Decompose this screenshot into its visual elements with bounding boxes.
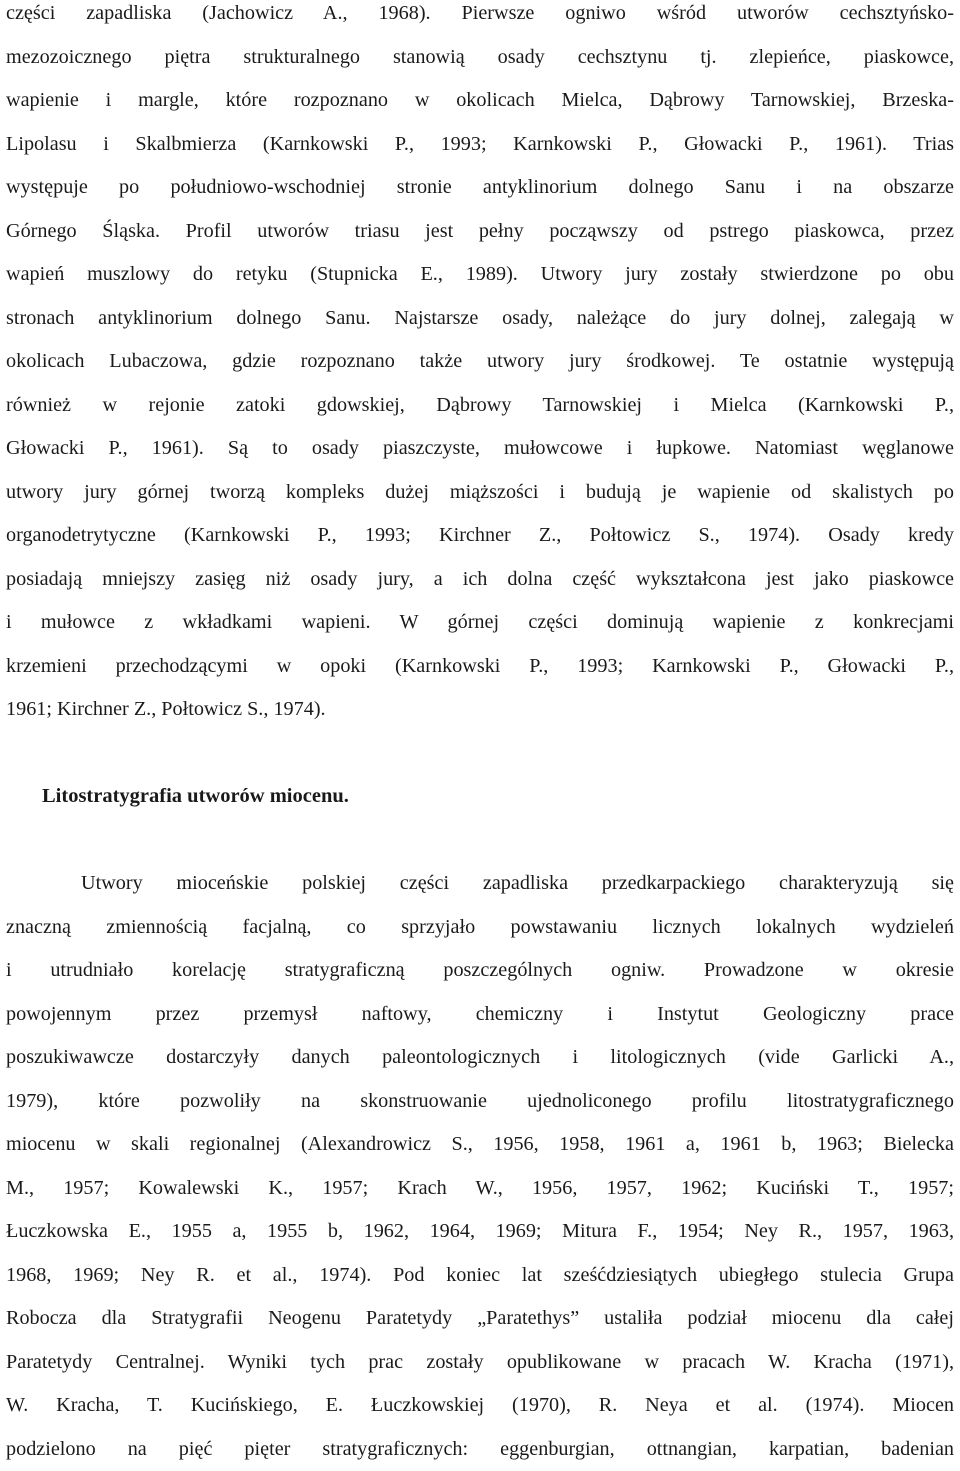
text-line: poszukiwawcze dostarczyły danych paleontologicznych i litologicznych (vide Garlicki A., [6, 1036, 954, 1080]
text-line: wapienie i margle, które rozpoznano w okolicach Mielca, Dąbrowy Tarnowskiej, Brzeska- [6, 79, 954, 123]
text-line: Górnego Śląska. Profil utworów triasu jest pełny począwszy od pstrego piaskowca, przez [6, 210, 954, 254]
text-line: również w rejonie zatoki gdowskiej, Dąbrowy Tarnowskiej i Mielca (Karnkowski P., [6, 384, 954, 428]
blank-line [6, 819, 954, 863]
text-line: powojennym przez przemysł naftowy, chemiczny i Instytut Geologiczny prace [6, 993, 954, 1037]
text-line: występuje po południowo-wschodniej stronie antyklinorium dolnego Sanu i na obszarze [6, 166, 954, 210]
text-line: utwory jury górnej tworzą kompleks dużej miąższości i budują je wapienie od skalistych po [6, 471, 954, 515]
text-line: Paratetydy Centralnej. Wyniki tych prac zostały opublikowane w pracach W. Kracha (1971), [6, 1341, 954, 1385]
text-line: Łuczkowska E., 1955 a, 1955 b, 1962, 1964, 1969; Mitura F., 1954; Ney R., 1957, 1963, [6, 1210, 954, 1254]
text-line: okolicach Lubaczowa, gdzie rozpoznano także utwory jury środkowej. Te ostatnie występują [6, 340, 954, 384]
text-line: stronach antyklinorium dolnego Sanu. Najstarsze osady, należące do jury dolnej, zalegają w [6, 297, 954, 341]
text-line: Lipolasu i Skalbmierza (Karnkowski P., 1993; Karnkowski P., Głowacki P., 1961). Trias [6, 123, 954, 167]
text-line: posiadają mniejszy zasięg niż osady jury, a ich dolna część wykształcona jest jako piaskowce [6, 558, 954, 602]
text-line: części zapadliska (Jachowicz A., 1968). Pierwsze ogniwo wśród utworów cechsztyńsko- [6, 0, 954, 36]
text-line: organodetrytyczne (Karnkowski P., 1993; Kirchner Z., Połtowicz S., 1974). Osady kredy [6, 514, 954, 558]
section-heading: Litostratygrafia utworów miocenu. [6, 775, 954, 819]
text-line: W. Kracha, T. Kucińskiego, E. Łuczkowskiej (1970), R. Neya et al. (1974). Miocen [6, 1384, 954, 1428]
text-line: Robocza dla Stratygrafii Neogenu Paratetydy „Paratethys” ustaliła podział miocenu dla całej [6, 1297, 954, 1341]
paragraph-geology-mesozoic [6, 0, 954, 732]
text-line: 1961; Kirchner Z., Połtowicz S., 1974). [6, 688, 954, 732]
text-line: wapień muszlowy do retyku (Stupnicka E., 1989). Utwory jury zostały stwierdzone po obu [6, 253, 954, 297]
text-line: i utrudniało korelację stratygraficzną poszczególnych ogniw. Prowadzone w okresie [6, 949, 954, 993]
text-line: 1979), które pozwoliły na skonstruowanie ujednoliconego profilu litostratygraficznego [6, 1080, 954, 1124]
text-line: i mułowce z wkładkami wapieni. W górnej części dominują wapienie z konkrecjami [6, 601, 954, 645]
paragraph-miocene-lithostratigraphy [6, 862, 954, 1471]
text-line: znaczną zmiennością facjalną, co sprzyjało powstawaniu licznych lokalnych wydzieleń [6, 906, 954, 950]
text-line: krzemieni przechodzącymi w opoki (Karnkowski P., 1993; Karnkowski P., Głowacki P., [6, 645, 954, 689]
text-line: mezozoicznego piętra strukturalnego stanowią osady cechsztynu tj. zlepieńce, piaskowce, [6, 36, 954, 80]
text-line: M., 1957; Kowalewski K., 1957; Krach W., 1956, 1957, 1962; Kuciński T., 1957; [6, 1167, 954, 1211]
document-page [6, 0, 954, 1471]
blank-line [6, 732, 954, 776]
text-line: Utwory mioceńskie polskiej części zapadliska przedkarpackiego charakteryzują się [6, 862, 954, 906]
text-line: podzielono na pięć pięter stratygraficznych: eggenburgian, ottnangian, karpatian, badenian [6, 1428, 954, 1471]
text-line: Głowacki P., 1961). Są to osady piaszczyste, mułowcowe i łupkowe. Natomiast węglanowe [6, 427, 954, 471]
text-line: miocenu w skali regionalnej (Alexandrowicz S., 1956, 1958, 1961 a, 1961 b, 1963; Bielecka [6, 1123, 954, 1167]
text-line: 1968, 1969; Ney R. et al., 1974). Pod koniec lat sześćdziesiątych ubiegłego stulecia Grupa [6, 1254, 954, 1298]
